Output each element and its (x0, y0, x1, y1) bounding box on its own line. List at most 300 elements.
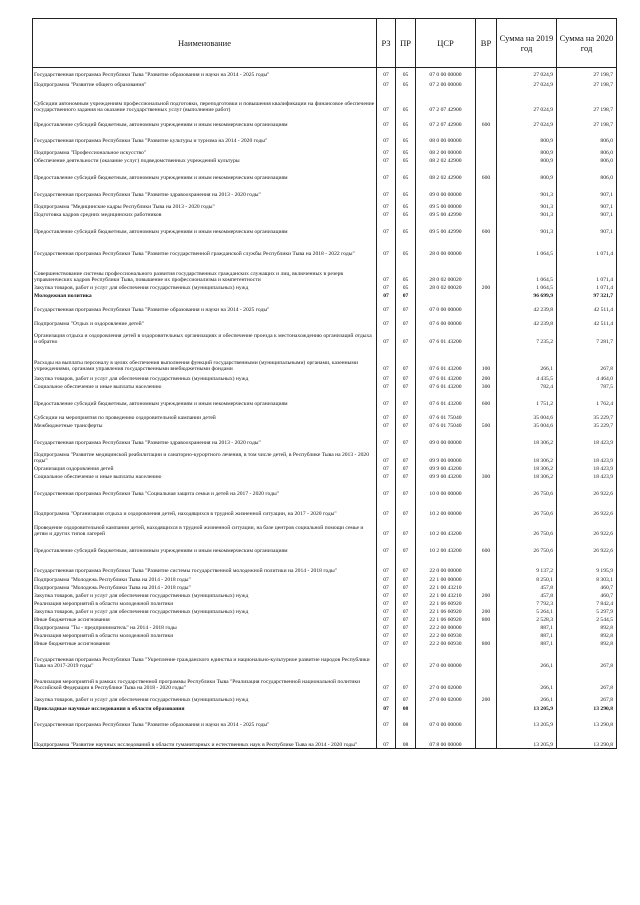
row-name: Организация оздоровления детей (33, 465, 377, 473)
row-sum-2020: 27 198,7 (557, 79, 617, 89)
row-pr: 07 (396, 292, 416, 300)
row-name: Подготовка кадров средних медицинских работников (33, 211, 377, 219)
row-csr: 22 1 06 60920 (416, 608, 476, 616)
row-vr (476, 292, 497, 300)
row-sum-2019: 13 205,9 (497, 729, 557, 749)
row-pr: 07 (396, 592, 416, 600)
table-row (33, 129, 617, 145)
row-sum-2019: 26 750,6 (497, 518, 557, 538)
row-sum-2019: 887,1 (497, 624, 557, 632)
row-pr: 05 (396, 145, 416, 157)
row-name: Предоставление субсидий бюджетным, автономным учреждениям и иным некоммерческим организациям (33, 219, 377, 236)
table-row (33, 584, 617, 592)
row-rz: 07 (377, 600, 396, 608)
table-row (33, 430, 617, 447)
table-row (33, 632, 617, 640)
row-name: Предоставление субсидий бюджетным, автономным учреждениям и иным некоммерческим организациям (33, 538, 377, 555)
row-pr: 05 (396, 258, 416, 284)
row-name: Межбюджетные трансферты (33, 422, 377, 430)
row-csr: 28 0 02 00020 (416, 284, 476, 292)
row-vr (476, 518, 497, 538)
row-sum-2019: 35 004,6 (497, 408, 557, 422)
row-sum-2019: 96 699,9 (497, 292, 557, 300)
row-pr: 05 (396, 114, 416, 129)
table-row (33, 383, 617, 391)
row-pr: 07 (396, 648, 416, 670)
row-csr (416, 704, 476, 713)
row-csr: 22 1 06 60920 (416, 600, 476, 608)
row-vr (476, 498, 497, 518)
row-pr: 07 (396, 422, 416, 430)
row-rz: 07 (377, 89, 396, 114)
table-row (33, 518, 617, 538)
row-pr: 07 (396, 538, 416, 555)
row-sum-2019: 27 024,9 (497, 89, 557, 114)
row-vr: 600 (476, 165, 497, 182)
row-sum-2020: 892,8 (557, 640, 617, 648)
row-pr: 07 (396, 632, 416, 640)
row-sum-2020: 892,8 (557, 632, 617, 640)
row-vr (476, 624, 497, 632)
row-csr: 09 9 00 43200 (416, 465, 476, 473)
row-name: Расходы на выплаты персоналу в целях обеспечения выполнения функций государственными (муниципальными) органами, казенными учреждениями, органами управления государственными внебюджетными фондами (33, 346, 377, 373)
table-row (33, 648, 617, 670)
table-row (33, 616, 617, 624)
row-pr: 05 (396, 129, 416, 145)
row-sum-2020: 2 544,5 (557, 616, 617, 624)
table-row (33, 182, 617, 199)
row-sum-2020: 26 922,6 (557, 498, 617, 518)
row-rz: 07 (377, 640, 396, 648)
table-row (33, 199, 617, 211)
row-sum-2019: 26 750,6 (497, 481, 557, 498)
row-pr: 08 (396, 704, 416, 713)
row-pr: 07 (396, 373, 416, 383)
table-row (33, 600, 617, 608)
row-vr (476, 465, 497, 473)
row-vr: 800 (476, 616, 497, 624)
table-row (33, 157, 617, 165)
row-rz: 07 (377, 314, 396, 328)
row-sum-2020: 1 762,4 (557, 391, 617, 408)
row-sum-2020: 18 423,9 (557, 465, 617, 473)
row-sum-2019: 8 250,1 (497, 575, 557, 584)
row-vr (476, 670, 497, 692)
row-sum-2020: 18 423,9 (557, 447, 617, 465)
row-name: Закупка товаров, работ и услуг для обеспечения государственных (муниципальных) нужд (33, 284, 377, 292)
row-rz: 07 (377, 498, 396, 518)
row-rz: 07 (377, 408, 396, 422)
table-row (33, 114, 617, 129)
row-csr: 10 0 00 00000 (416, 481, 476, 498)
row-sum-2020: 7 281,7 (557, 328, 617, 346)
row-sum-2019: 800,9 (497, 129, 557, 145)
row-sum-2020: 267,8 (557, 670, 617, 692)
row-sum-2019: 887,1 (497, 640, 557, 648)
row-sum-2020: 35 229,7 (557, 408, 617, 422)
row-pr: 07 (396, 624, 416, 632)
row-sum-2019: 18 306,2 (497, 465, 557, 473)
header-sum-2020: Сумма на 2020 год (557, 19, 617, 68)
row-rz: 07 (377, 670, 396, 692)
table-row (33, 538, 617, 555)
row-rz: 07 (377, 199, 396, 211)
row-csr: 27 0 00 02000 (416, 670, 476, 692)
table-row (33, 713, 617, 729)
row-rz: 07 (377, 648, 396, 670)
row-name: Субсидии на мероприятия по проведению оздоровительной кампании детей (33, 408, 377, 422)
row-csr (416, 292, 476, 300)
row-vr (476, 555, 497, 575)
table-row (33, 624, 617, 632)
row-sum-2020: 787,5 (557, 383, 617, 391)
row-rz: 07 (377, 592, 396, 600)
row-name: Реализация мероприятий в области молодежной политики (33, 632, 377, 640)
row-sum-2019: 266,1 (497, 670, 557, 692)
row-vr (476, 89, 497, 114)
table-row (33, 79, 617, 89)
row-pr: 05 (396, 284, 416, 292)
row-sum-2019: 800,9 (497, 157, 557, 165)
row-pr: 07 (396, 518, 416, 538)
row-vr: 600 (476, 114, 497, 129)
row-pr: 07 (396, 473, 416, 481)
row-vr: 200 (476, 373, 497, 383)
row-pr: 05 (396, 79, 416, 89)
row-name: Государственная программа Республики Тыва "Развитие здравоохранения на 2013 - 2020 годы" (33, 430, 377, 447)
row-sum-2020: 1 071,4 (557, 284, 617, 292)
row-pr: 07 (396, 328, 416, 346)
row-vr (476, 430, 497, 447)
row-csr: 28 0 02 00020 (416, 258, 476, 284)
row-vr (476, 704, 497, 713)
row-sum-2019: 13 205,9 (497, 704, 557, 713)
row-csr: 10 2 00 43200 (416, 538, 476, 555)
row-csr: 10 2 00 43200 (416, 518, 476, 538)
row-sum-2020: 97 321,7 (557, 292, 617, 300)
row-name: Государственная программа Республики Тыва "Укрепление гражданского единства и национально-культурное развитие народов Республики Тыва на 2017-2019 годы" (33, 648, 377, 670)
row-vr (476, 408, 497, 422)
table-row (33, 219, 617, 236)
table-row (33, 284, 617, 292)
row-csr: 22 0 00 00000 (416, 555, 476, 575)
row-pr: 08 (396, 729, 416, 749)
row-rz: 07 (377, 391, 396, 408)
row-sum-2019: 266,1 (497, 648, 557, 670)
header-name: Наименование (33, 19, 377, 68)
table-row (33, 300, 617, 314)
row-name: Подпрограмма "Отдых и оздоровление детей" (33, 314, 377, 328)
row-sum-2020: 892,8 (557, 624, 617, 632)
table-row (33, 465, 617, 473)
row-rz: 07 (377, 68, 396, 79)
table-row (33, 211, 617, 219)
row-sum-2020: 907,1 (557, 219, 617, 236)
row-name: Государственная программа Республики Тыва "Социальная защита семьи и детей на 2017 - 2020 годы" (33, 481, 377, 498)
table-row (33, 692, 617, 704)
row-sum-2019: 266,1 (497, 692, 557, 704)
row-sum-2019: 901,3 (497, 219, 557, 236)
row-csr: 09 9 00 00000 (416, 447, 476, 465)
row-csr: 22 1 00 43210 (416, 592, 476, 600)
row-rz: 07 (377, 284, 396, 292)
row-sum-2019: 26 750,6 (497, 498, 557, 518)
row-name: Государственная программа Республики Тыва "Развитие образования и науки на 2014 - 2025 годы" (33, 713, 377, 729)
row-name: Государственная программа Республики Тыва "Развитие образования и науки на 2014 - 2025 годы" (33, 68, 377, 79)
row-pr: 07 (396, 575, 416, 584)
row-vr (476, 145, 497, 157)
row-sum-2019: 26 750,6 (497, 538, 557, 555)
row-vr (476, 600, 497, 608)
row-name: Подпрограмма "Организация отдыха и оздоровления детей, находящихся в трудной жизненной ситуации, на 2017 - 2020 годы" (33, 498, 377, 518)
row-vr: 300 (476, 473, 497, 481)
row-rz: 07 (377, 258, 396, 284)
row-pr: 07 (396, 430, 416, 447)
row-vr: 100 (476, 346, 497, 373)
row-csr: 08 2 02 42900 (416, 157, 476, 165)
row-vr: 500 (476, 422, 497, 430)
row-pr: 05 (396, 165, 416, 182)
row-sum-2019: 18 306,2 (497, 430, 557, 447)
row-csr: 22 2 00 60930 (416, 640, 476, 648)
table-row (33, 729, 617, 749)
row-csr: 07 8 00 00000 (416, 729, 476, 749)
row-rz: 07 (377, 624, 396, 632)
row-name: Социальное обеспечение и иные выплаты населению (33, 383, 377, 391)
row-sum-2019: 42 239,8 (497, 300, 557, 314)
row-name: Подпрограмма "Развитие медицинской реабилитации и санаторно-курортного лечения, в том числе детей, в Республике Тыва на 2013 - 2020 годы" (33, 447, 377, 465)
row-rz: 07 (377, 430, 396, 447)
row-name: Подпрограмма "Молодежь Республики Тыва на 2014 - 2018 годы" (33, 575, 377, 584)
row-rz: 07 (377, 182, 396, 199)
row-name: Государственная программа Республики Тыва "Развитие здравоохранения на 2013 - 2020 годы" (33, 182, 377, 199)
table-row (33, 670, 617, 692)
row-rz: 07 (377, 373, 396, 383)
row-csr: 08 2 00 00000 (416, 145, 476, 157)
header-sum-2019: Сумма на 2019 год (497, 19, 557, 68)
row-csr: 09 5 00 00000 (416, 199, 476, 211)
row-sum-2020: 267,8 (557, 648, 617, 670)
row-pr: 07 (396, 447, 416, 465)
row-name: Подпрограмма "Развитие общего образования" (33, 79, 377, 89)
row-vr (476, 79, 497, 89)
row-vr: 300 (476, 383, 497, 391)
row-sum-2019: 901,3 (497, 199, 557, 211)
row-sum-2020: 13 290,8 (557, 704, 617, 713)
row-vr (476, 314, 497, 328)
header-rz: РЗ (377, 19, 396, 68)
row-pr: 07 (396, 481, 416, 498)
row-csr: 22 2 00 60930 (416, 632, 476, 640)
row-name: Предоставление субсидий бюджетным, автономным учреждениям и иным некоммерческим организациям (33, 114, 377, 129)
row-csr: 08 0 00 00000 (416, 129, 476, 145)
table-row (33, 704, 617, 713)
row-csr: 07 2 00 00000 (416, 79, 476, 89)
table-row (33, 473, 617, 481)
row-csr: 07 6 01 75040 (416, 408, 476, 422)
row-sum-2019: 5 264,1 (497, 608, 557, 616)
row-rz: 07 (377, 616, 396, 624)
header-pr: ПР (396, 19, 416, 68)
row-pr: 05 (396, 182, 416, 199)
table-row (33, 68, 617, 79)
row-name: Государственная программа Республики Тыва "Развитие государственной гражданской службы Республики Тыва на 2018 - 2022 годы" (33, 236, 377, 258)
row-csr: 07 6 01 43200 (416, 328, 476, 346)
row-sum-2020: 26 922,6 (557, 518, 617, 538)
row-sum-2019: 266,1 (497, 346, 557, 373)
row-vr (476, 199, 497, 211)
row-vr: 600 (476, 538, 497, 555)
row-pr: 05 (396, 89, 416, 114)
row-name: Реализация мероприятий в рамках государственной программы Республики Тыва "Реализация государственной национальной политики Российской Федерации в Республике Тыва на 2018 - 2020 годы" (33, 670, 377, 692)
row-sum-2020: 806,0 (557, 129, 617, 145)
row-name: Закупка товаров, работ и услуг для обеспечения государственных (муниципальных) нужд (33, 592, 377, 600)
row-rz: 07 (377, 555, 396, 575)
row-name: Подпрограмма "Развитие научных исследований в области гуманитарных и естественных наук в Республике Тыва на 2014 - 2020 годы" (33, 729, 377, 749)
table-row (33, 236, 617, 258)
row-pr: 05 (396, 157, 416, 165)
row-sum-2020: 1 071,4 (557, 258, 617, 284)
row-csr: 09 0 00 00000 (416, 182, 476, 199)
row-sum-2019: 35 004,6 (497, 422, 557, 430)
row-csr: 07 0 00 00000 (416, 68, 476, 79)
row-sum-2019: 27 024,9 (497, 68, 557, 79)
row-rz: 07 (377, 145, 396, 157)
row-sum-2020: 1 071,4 (557, 236, 617, 258)
table-row (33, 328, 617, 346)
row-csr: 28 0 00 00000 (416, 236, 476, 258)
row-sum-2020: 4 464,0 (557, 373, 617, 383)
row-sum-2020: 27 198,7 (557, 114, 617, 129)
row-sum-2020: 27 198,7 (557, 68, 617, 79)
header-vr: ВР (476, 19, 497, 68)
table-row (33, 89, 617, 114)
table-header-row (33, 19, 617, 68)
row-name: Иные бюджетные ассигнования (33, 640, 377, 648)
row-csr: 07 0 00 00000 (416, 300, 476, 314)
row-pr: 07 (396, 408, 416, 422)
row-sum-2019: 1 064,5 (497, 236, 557, 258)
row-rz: 07 (377, 465, 396, 473)
row-sum-2019: 13 205,9 (497, 713, 557, 729)
row-csr: 09 5 00 42990 (416, 219, 476, 236)
row-rz: 07 (377, 383, 396, 391)
table-row (33, 498, 617, 518)
row-sum-2019: 18 306,2 (497, 447, 557, 465)
row-csr: 07 6 01 43200 (416, 383, 476, 391)
row-name: Государственная программа Республики Тыва "Развитие системы государственной молодежной политики на 2014 - 2018 годы" (33, 555, 377, 575)
row-pr: 05 (396, 68, 416, 79)
row-sum-2020: 907,1 (557, 199, 617, 211)
row-rz: 07 (377, 632, 396, 640)
row-csr: 22 1 06 60920 (416, 616, 476, 624)
row-pr: 07 (396, 692, 416, 704)
row-sum-2020: 267,8 (557, 692, 617, 704)
row-sum-2019: 901,3 (497, 211, 557, 219)
row-pr: 05 (396, 211, 416, 219)
table-row (33, 575, 617, 584)
budget-table (32, 18, 617, 749)
row-name: Реализация мероприятий в области молодежной политики (33, 600, 377, 608)
row-sum-2020: 806,0 (557, 145, 617, 157)
row-csr: 07 6 01 43200 (416, 373, 476, 383)
row-vr (476, 182, 497, 199)
table-row (33, 346, 617, 373)
row-sum-2020: 13 290,8 (557, 713, 617, 729)
row-name: Молодежная политика (33, 292, 377, 300)
table-row (33, 314, 617, 328)
row-rz: 07 (377, 538, 396, 555)
table-row (33, 292, 617, 300)
row-pr: 07 (396, 608, 416, 616)
row-sum-2019: 7 792,3 (497, 600, 557, 608)
row-name: Прикладные научные исследования в области образования (33, 704, 377, 713)
row-csr: 22 1 00 43210 (416, 584, 476, 592)
row-vr: 600 (476, 391, 497, 408)
row-vr: 600 (476, 219, 497, 236)
row-name: Проведение оздоровительной кампании детей, находящихся в трудной жизненной ситуации, на базе центров социальной помощи семье и детям и других типов лагерей (33, 518, 377, 538)
row-sum-2020: 267,8 (557, 346, 617, 373)
row-sum-2019: 1 064,5 (497, 258, 557, 284)
row-sum-2019: 887,1 (497, 632, 557, 640)
row-pr: 07 (396, 555, 416, 575)
row-name: Подпрограмма "Молодежь Республики Тыва на 2014 - 2018 годы" (33, 584, 377, 592)
row-sum-2020: 907,1 (557, 211, 617, 219)
row-vr (476, 632, 497, 640)
row-rz: 07 (377, 346, 396, 373)
row-csr: 07 6 01 75040 (416, 422, 476, 430)
table-row (33, 165, 617, 182)
row-rz: 07 (377, 165, 396, 182)
row-sum-2020: 460,7 (557, 584, 617, 592)
row-pr: 07 (396, 346, 416, 373)
row-csr: 07 6 01 43200 (416, 346, 476, 373)
table-row (33, 258, 617, 284)
row-rz: 07 (377, 219, 396, 236)
row-sum-2019: 457,8 (497, 592, 557, 600)
row-vr (476, 648, 497, 670)
table-row (33, 422, 617, 430)
row-csr: 08 2 02 42900 (416, 165, 476, 182)
row-rz: 07 (377, 300, 396, 314)
row-vr (476, 129, 497, 145)
row-rz: 07 (377, 328, 396, 346)
row-csr: 07 6 01 43200 (416, 391, 476, 408)
row-vr: 200 (476, 692, 497, 704)
row-rz: 07 (377, 422, 396, 430)
table-row (33, 608, 617, 616)
row-name: Закупка товаров, работ и услуг для обеспечения государственных (муниципальных) нужд (33, 373, 377, 383)
row-sum-2020: 13 290,8 (557, 729, 617, 749)
row-name: Подпрограмма "Ты - предприниматель" на 2014 - 2018 годы (33, 624, 377, 632)
row-rz: 07 (377, 157, 396, 165)
row-name: Закупка товаров, работ и услуг для обеспечения государственных (муниципальных) нужд (33, 608, 377, 616)
row-vr: 200 (476, 284, 497, 292)
row-sum-2020: 806,0 (557, 165, 617, 182)
header-csr: ЦСР (416, 19, 476, 68)
row-sum-2019: 457,8 (497, 584, 557, 592)
row-rz: 07 (377, 292, 396, 300)
row-rz: 07 (377, 584, 396, 592)
row-vr (476, 447, 497, 465)
row-vr (476, 236, 497, 258)
row-rz: 07 (377, 236, 396, 258)
row-vr: 200 (476, 592, 497, 600)
row-sum-2020: 907,1 (557, 182, 617, 199)
table-row (33, 555, 617, 575)
row-vr: 800 (476, 640, 497, 648)
row-name: Иные бюджетные ассигнования (33, 616, 377, 624)
